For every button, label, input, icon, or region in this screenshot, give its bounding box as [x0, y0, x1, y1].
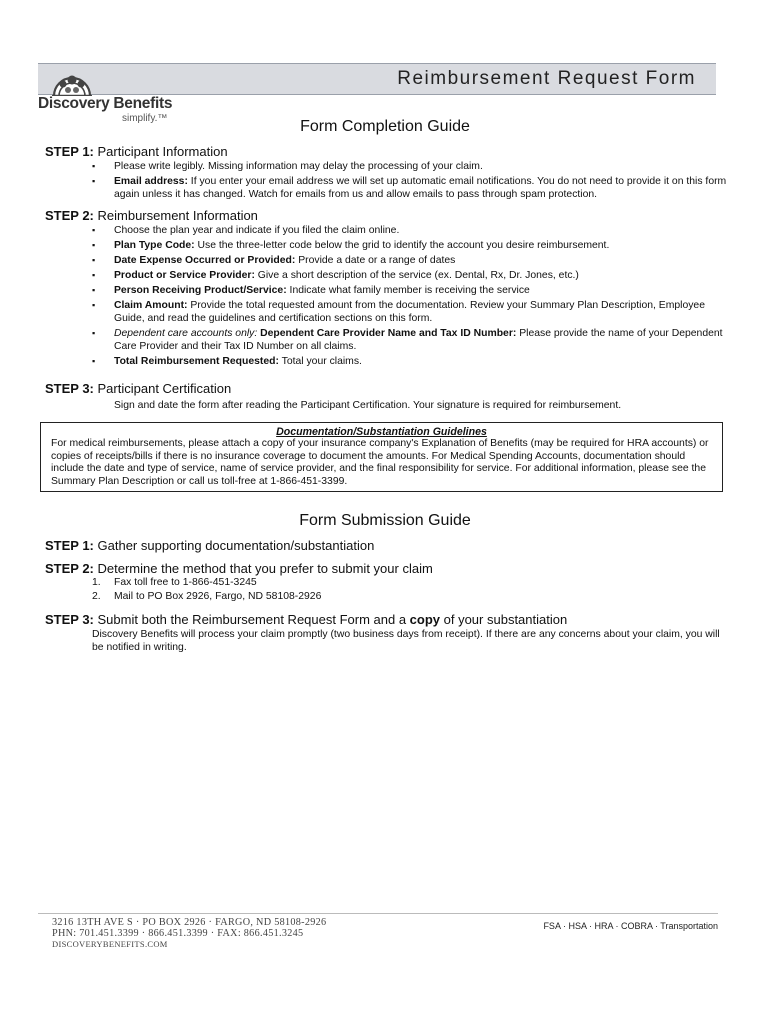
completion-guide-title: Form Completion Guide: [300, 118, 470, 135]
logo-globe-icon: [50, 66, 94, 96]
list-item: ▪ Plan Type Code: Use the three-letter code below the grid to identify the account you desire reimbursement.: [92, 239, 732, 252]
logo-tagline: simplify.™: [122, 113, 168, 124]
guidelines-title: Documentation/Substantiation Guidelines: [276, 426, 487, 438]
documentation-guidelines-box: [40, 422, 723, 492]
list-item: ▪ Email address: If you enter your email address we will set up automatic email notifications. You do not need to provide it on this form again unless it has changed. Watch for emails from us and allow emails to pass through spam protection.: [92, 175, 732, 201]
form-title: Reimbursement Request Form: [397, 68, 696, 89]
list-item: ▪ Please write legibly. Missing information may delay the processing of your claim.: [92, 160, 732, 173]
list-item: ▪ Total Reimbursement Requested: Total your claims.: [92, 355, 732, 368]
completion-step2-heading: [45, 208, 258, 223]
list-item: ▪ Claim Amount: Provide the total requested amount from the documentation. Review your Summary Plan Description, Employee Guide, and read the guidelines and certification sections on this form.: [92, 299, 732, 325]
logo-name: Discovery Benefits: [38, 95, 173, 112]
footer-products: FSA · HSA · HRA · COBRA · Transportation: [543, 921, 718, 931]
step-label: STEP 1:: [45, 144, 94, 159]
step1-bullet-list: [92, 160, 732, 203]
list-item: ▪ Person Receiving Product/Service: Indicate what family member is receiving the service: [92, 284, 732, 297]
submission-guide-title: Form Submission Guide: [299, 512, 471, 529]
guidelines-text: For medical reimbursements, please attach a copy of your insurance company's Explanation of Benefits (may be required for HRA accounts) or copies of receipts/bills if there is no insurance coverage to document the amounts. For Medical Spending Accounts, documentation should include the date and type of service, name of service provider, and the final responsibility for service. For additional information, please see the Summary Plan Description or call us toll-free at 1-866-451-3399.: [51, 438, 709, 487]
step-label: STEP 2:: [45, 208, 94, 223]
step-title: Participant Certification: [97, 381, 232, 396]
step-label: STEP 1:: [45, 538, 94, 553]
step-label: STEP 3:: [45, 612, 94, 627]
list-item: ▪ Product or Service Provider: Give a short description of the service (ex. Dental, Rx, Dr. Jones, etc.): [92, 269, 732, 282]
step-title: Participant Information: [97, 144, 228, 159]
certification-text: Sign and date the form after reading the Participant Certification. Your signature is required for reimbursement.: [114, 400, 622, 411]
submission-processing-text: Discovery Benefits will process your claim promptly (two business days from receipt). If there are any concerns about your claim, you will be notified in writing.: [92, 629, 720, 653]
step-title: Reimbursement Information: [97, 208, 258, 223]
list-item: ▪ Choose the plan year and indicate if you filed the claim online.: [92, 224, 732, 237]
footer-address: 3216 13TH AVE S · PO BOX 2926 · FARGO, ND 58108-2926 PHN: 701.451.3399 · 866.451.3399 · FAX: 866.451.3245 DISCOVERYBENEFITS.COM: [52, 917, 327, 949]
step-title: Determine the method that you prefer to submit your claim: [97, 561, 433, 576]
completion-step3-heading: [45, 381, 231, 396]
footer-divider: [38, 913, 718, 914]
step-label: STEP 2:: [45, 561, 94, 576]
submission-step1-heading: [45, 538, 374, 553]
step2-bullet-list: [92, 224, 732, 370]
step-label: STEP 3:: [45, 381, 94, 396]
list-item: 1. Fax toll free to 1-866-451-3245: [92, 577, 257, 588]
step-title: Gather supporting documentation/substantiation: [97, 538, 375, 553]
submission-methods-list: [92, 576, 321, 604]
list-item: ▪ Dependent care accounts only: Dependent Care Provider Name and Tax ID Number: Please provide the name of your Dependent Care Provider and their Tax ID Number on all claims.: [92, 327, 732, 353]
submission-step3-heading: STEP 3: Submit both the Reimbursement Request Form and a copy of your substantiation: [45, 612, 568, 627]
list-item: 2. Mail to PO Box 2926, Fargo, ND 58108-2926: [92, 591, 322, 602]
list-item: ▪ Date Expense Occurred or Provided: Provide a date or a range of dates: [92, 254, 732, 267]
completion-step1-heading: [45, 144, 228, 159]
submission-step2-heading: [45, 561, 433, 576]
